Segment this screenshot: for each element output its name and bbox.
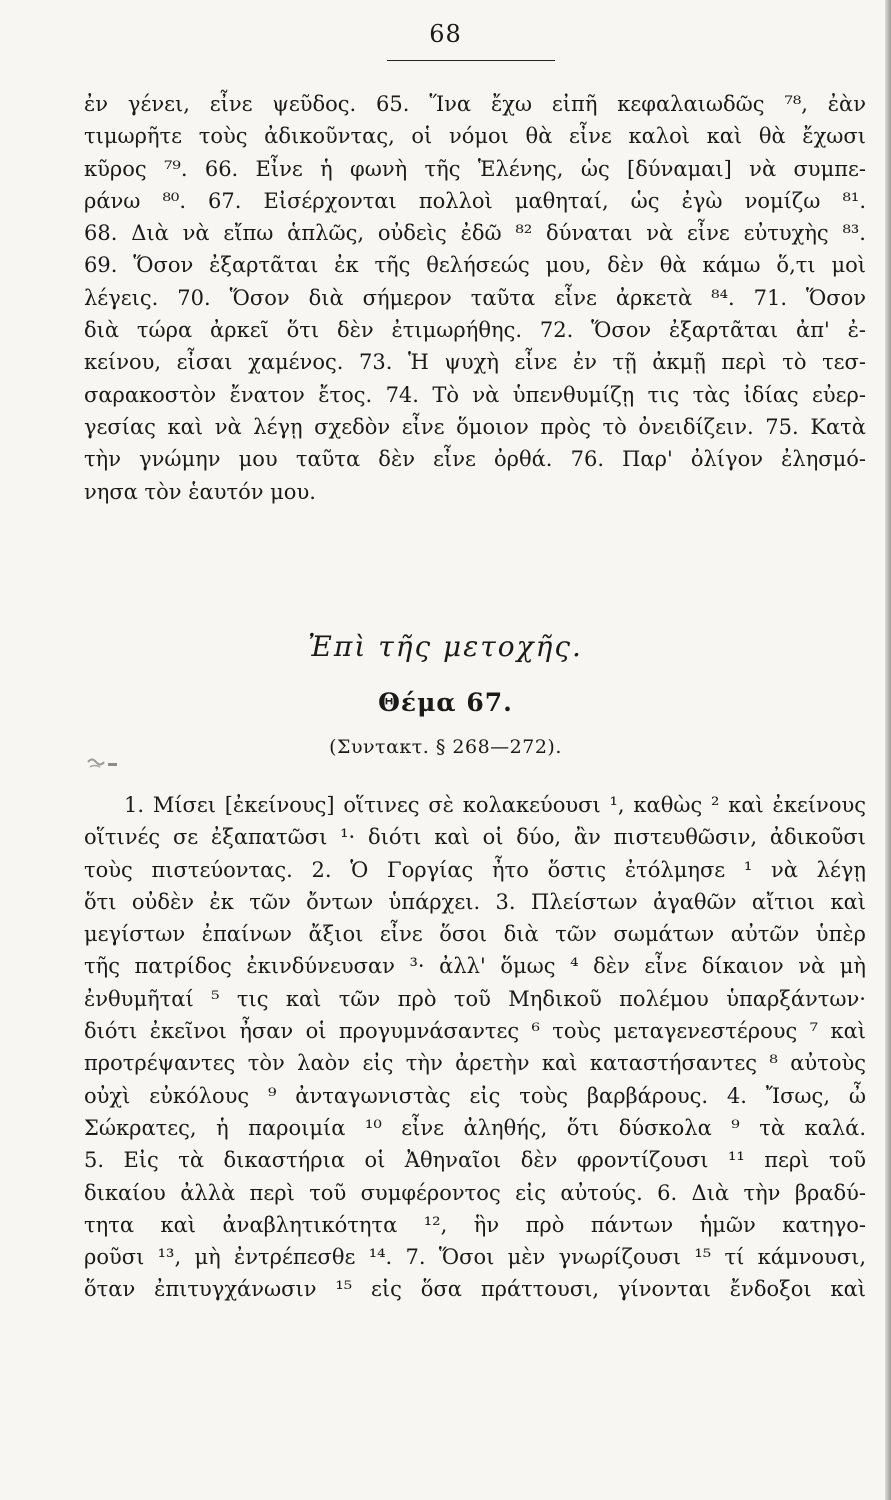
theme-title: Θέμα 67. <box>378 688 513 717</box>
text-line: 68. Διὰ νὰ εἴπω ἁπλῶς, οὐδεὶς ἐδῶ ⁸² δύναται νὰ εἶνε εὐτυχὴς ⁸³. <box>84 221 866 246</box>
section-heading: Ἐπὶ τῆς μετοχῆς. <box>308 630 583 663</box>
text-line: μεγίστων ἐπαίνων ἄξιοι εἶνε ὅσοι διὰ τῶν σωμάτων αὐτῶν ὑπὲρ <box>84 922 866 947</box>
ink-smudge <box>84 754 132 772</box>
text-line: ὅταν ἐπιτυγχάνωσιν ¹⁵ εἰς ὅσα πράττουσι, γίνονται ἔνδοξοι καὶ <box>84 1277 866 1302</box>
text-line: τοὺς πιστεύοντας. 2. Ὁ Γοργίας ἦτο ὅστις ἐτόλμησε ¹ νὰ λέγῃ <box>84 857 866 882</box>
text-line: κῦρος ⁷⁹. 66. Εἶνε ἡ φωνὴ τῆς Ἑλένης, ὡς [δύναμαι] νὰ συμπε- <box>84 156 866 181</box>
text-line: ράνω ⁸⁰. 67. Εἰσέρχονται πολλοὶ μαθηταί, ὡς ἐγὼ νομίζω ⁸¹. <box>84 188 866 213</box>
text-line: τητα καὶ ἀναβλητικότητα ¹², ἣν πρὸ πάντων ἡμῶν κατηγο- <box>84 1212 866 1237</box>
text-line: οἵτινές σε ἐξαπατῶσι ¹· διότι καὶ οἱ δύο, ἂν πιστευθῶσιν, ἀδικοῦσι <box>84 825 866 850</box>
text-line: σαρακοστὸν ἔνατον ἔτος. 74. Τὸ νὰ ὑπενθυμίζῃ τις τὰς ἰδίας εὐερ- <box>84 382 866 407</box>
text-line: γεσίας καὶ νὰ λέγῃ σχεδὸν εἶνε ὅμοιον πρὸς τὸ ὀνειδίζειν. 75. Κατὰ <box>84 414 866 439</box>
text-line: προτρέψαντες τὸν λαὸν εἰς τὴν ἀρετὴν καὶ καταστήσαντες ⁸ αὐτοὺς <box>84 1051 866 1076</box>
text-line: τιμωρῆτε τοὺς ἀδικοῦντας, οἱ νόμοι θὰ εἶνε καλοὶ καὶ θὰ ἔχωσι <box>84 124 866 149</box>
exercise-text <box>84 789 866 1306</box>
text-line: ἐν γένει, εἶνε ψεῦδος. 65. Ἵνα ἔχω εἰπῆ κεφαλαιωδῶς ⁷⁸, ἐὰν <box>84 92 866 116</box>
text-line: δικαίου ἀλλὰ περὶ τοῦ συμφέροντος εἰς αὐτούς. 6. Διὰ τὴν βραδύ- <box>84 1180 866 1205</box>
text-line: κείνου, εἶσαι χαμένος. 73. Ἡ ψυχὴ εἶνε ἐν τῇ ἀκμῇ περὶ τὸ τεσ- <box>84 350 866 375</box>
text-line: ἐνθυμῆταί ⁵ τις καὶ τῶν πρὸ τοῦ Μηδικοῦ πολέμου ὑπαρξάντων· <box>84 986 866 1011</box>
text-line: τῆς πατρίδος ἐκινδύνευσαν ³· ἀλλ' ὅμως ⁴ δὲν εἶνε δίκαιον νὰ μὴ <box>84 954 866 979</box>
header-rule <box>387 60 555 61</box>
continued-exercise-text <box>84 88 866 508</box>
text-line: ροῦσι ¹³, μὴ ἐντρέπεσθε ¹⁴. 7. Ὅσοι μὲν γνωρίζουσι ¹⁵ τί κάμνουσι, <box>84 1245 866 1270</box>
text-line: ὅτι οὐδὲν ἐκ τῶν ὄντων ὑπάρχει. 3. Πλείστων ἀγαθῶν αἴτιοι καὶ <box>84 889 866 914</box>
text-line: 1. Μίσει [ἐκείνους] οἵτινες σὲ κολακεύουσι ¹, καθὼς ² καὶ ἐκείνους <box>124 793 866 817</box>
text-line: τὴν γνώμην μου ταῦτα δὲν εἶνε ὀρθά. 76. Παρ' ὀλίγον ἐλησμό- <box>84 447 866 472</box>
text-line: διὰ τώρα ἀρκεῖ ὅτι δὲν ἐτιμωρήθης. 72. Ὅσον ἐξαρτᾶται ἀπ' ἐ- <box>84 318 866 343</box>
text-line: νησα τὸν ἑαυτόν μου. <box>84 479 316 504</box>
text-line: διότι ἐκεῖνοι ἦσαν οἱ προγυμνάσαντες ⁶ τοὺς μεταγενεστέρους ⁷ καὶ <box>84 1019 866 1044</box>
syntax-reference: (Συντακτ. § 268—272). <box>329 736 562 758</box>
page-number: 68 <box>429 20 462 48</box>
text-line: λέγεις. 70. Ὅσον διὰ σήμερον ταῦτα εἶνε ἀρκετὰ ⁸⁴. 71. Ὅσον <box>84 285 866 310</box>
text-line: 69. Ὅσον ἐξαρτᾶται ἐκ τῆς θελήσεώς μου, δὲν θὰ κάμω ὅ,τι μοὶ <box>84 253 866 278</box>
text-line: 5. Εἰς τὰ δικαστήρια οἱ Ἀθηναῖοι δὲν φροντίζουσι ¹¹ περὶ τοῦ <box>84 1148 866 1173</box>
text-line: Σώκρατες, ἡ παροιμία ¹⁰ εἶνε ἀληθής, ὅτι δύσκολα ⁹ τὰ καλά. <box>84 1115 866 1140</box>
text-line: οὐχὶ εὐκόλους ⁹ ἀνταγωνιστὰς εἰς τοὺς βαρβάρους. 4. Ἴσως, ὦ <box>84 1083 866 1108</box>
